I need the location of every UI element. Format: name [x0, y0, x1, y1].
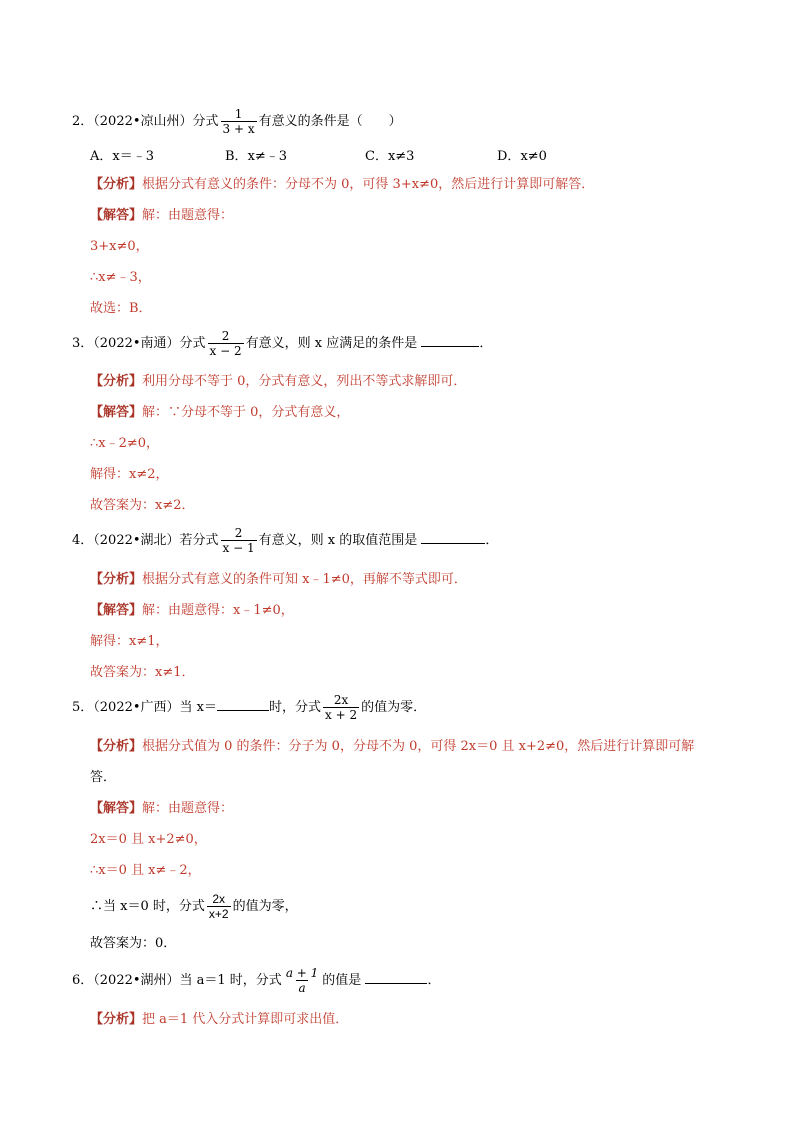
question-4-answer: 【解答】解：由题意得：x﹣1≠0， — [90, 603, 294, 618]
question-4-analysis: 【分析】根据分式有意义的条件可知 x﹣1≠0，再解不等式即可． — [90, 572, 467, 587]
question-6-fraction: $\frac{a + 1}{a}$ — [285, 966, 319, 995]
question-5-answer: 【解答】解：由题意得： — [90, 801, 234, 816]
question-3-step-1: ∴x﹣2≠0， — [90, 436, 160, 451]
question-2-answer: 【解答】解：由题意得： — [90, 208, 234, 223]
option-b: B．x≠﹣3 — [225, 149, 288, 164]
option-c: C．x≠3 — [365, 149, 415, 164]
question-6-analysis: 【分析】把 a＝1 代入分式计算即可求出值． — [90, 1012, 349, 1027]
question-3-answer: 【解答】解：∵分母不等于 0，分式有意义， — [90, 405, 350, 420]
question-5-step-3: ∴当 x＝0 时，分式 $\frac{2x}{x+2}$ 的值为零， — [90, 892, 298, 921]
question-5-step-1: 2x＝0 且 x+2≠0， — [90, 832, 207, 847]
question-5-final: 故答案为：0． — [90, 936, 177, 951]
option-a: A．x＝﹣3 — [90, 149, 154, 164]
answer-blank — [217, 698, 269, 711]
answer-blank — [365, 971, 427, 984]
question-2-number: 2．（2022•凉山州）分式 — [72, 114, 219, 129]
question-4-stem: 4．（2022•湖北）若分式 $\frac{2}{x - 1}$ 有意义，则 x 的取值范围是 ． — [72, 526, 499, 555]
question-5-step-fraction: $\frac{2x}{x+2}$ — [208, 892, 229, 921]
question-5-stem: 5．（2022•广西）当 x＝ 时，分式 $\frac{2x}{x + 2}$ 的值为零． — [72, 693, 427, 722]
answer-blank — [421, 531, 485, 544]
question-2-stem: 2．（2022•凉山州）分式 $\frac{1}{3 + x}$ 有意义的条件是（ ） — [72, 107, 402, 136]
question-2-fraction: $\frac{1}{3 + x}$ — [222, 107, 255, 136]
question-5-analysis: 【分析】根据分式值为 0 的条件：分子为 0，分母不为 0，可得 2x＝0 且 x+2≠0，然后进行计算即可解 — [90, 739, 695, 754]
question-2-step-3: 故选：B． — [90, 301, 152, 316]
question-3-analysis: 【分析】利用分母不等于 0，分式有意义，列出不等式求解即可． — [90, 374, 467, 389]
option-d: D．x≠0 — [497, 149, 547, 164]
question-3-fraction: $\frac{2}{x - 2}$ — [209, 329, 242, 358]
question-5-analysis-cont: 答． — [90, 770, 117, 785]
question-3-step-3: 故答案为：x≠2． — [90, 498, 195, 513]
question-3-stem: 3．（2022•南通）分式 $\frac{2}{x - 2}$ 有意义，则 x 应满足的条件是 ． — [72, 329, 493, 358]
answer-blank — [421, 334, 479, 347]
question-5-step-2: ∴x＝0 且 x≠﹣2， — [90, 863, 201, 878]
question-4-fraction: $\frac{2}{x - 1}$ — [222, 526, 255, 555]
question-2-analysis: 【分析】根据分式有意义的条件：分母不为 0，可得 3+x≠0，然后进行计算即可解答． — [90, 177, 595, 192]
question-5-fraction: $\frac{2x}{x + 2}$ — [325, 693, 358, 722]
question-2-step-1: 3+x≠0， — [90, 239, 149, 254]
question-4-step-2: 故答案为：x≠1． — [90, 665, 195, 680]
question-4-step-1: 解得：x≠1， — [90, 634, 169, 649]
question-6-stem: 6．（2022•湖州）当 a＝1 时，分式 $\frac{a + 1}{a}$ 的值是 ． — [72, 966, 441, 995]
question-2-step-2: ∴x≠﹣3， — [90, 270, 151, 285]
question-3-step-2: 解得：x≠2， — [90, 467, 169, 482]
